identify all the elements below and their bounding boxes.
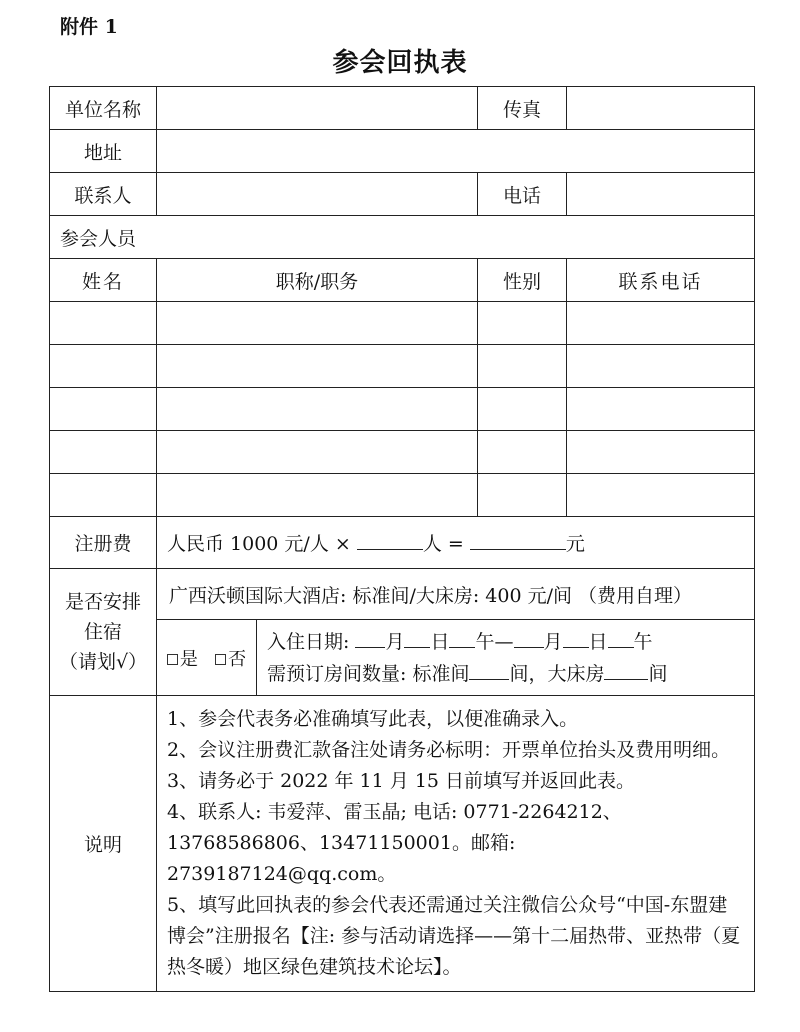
checkout-day-blank[interactable] (563, 631, 589, 648)
fee-label: 注册费 (50, 517, 157, 569)
notes-label: 说明 (50, 696, 157, 992)
checkin-line: 入住日期: 月 日 午— 月 日 午 (267, 630, 653, 653)
fee-people-blank[interactable] (357, 533, 423, 550)
checkin-noon-blank[interactable] (449, 631, 475, 648)
attendee-phone-cell[interactable] (567, 388, 755, 431)
attendee-gender-cell[interactable] (478, 474, 567, 517)
attendee-gender-cell[interactable] (478, 302, 567, 345)
lodging-label-line1: 是否安排 (64, 591, 141, 613)
notes-content (157, 696, 755, 992)
yes-option[interactable]: 是 (167, 649, 198, 670)
lodging-choice (157, 620, 257, 696)
fax-field[interactable] (567, 87, 755, 130)
attendee-title-cell[interactable] (157, 431, 478, 474)
attendee-row (50, 474, 755, 517)
contact-label: 联系人 (50, 173, 157, 216)
fax-label: 传真 (478, 87, 567, 130)
checkin-label: 入住日期: (267, 630, 350, 653)
note-item: 3、请务必于 2022 年 11 月 15 日前填写并返回此表。 (167, 770, 636, 792)
fee-total-blank[interactable] (470, 533, 566, 550)
receipt-form-table (49, 86, 755, 992)
unit-name-field[interactable] (157, 87, 478, 130)
contact-field[interactable] (157, 173, 478, 216)
lodging-label-line2: 住宿 (83, 621, 122, 643)
attendee-name-cell[interactable] (50, 302, 157, 345)
yes-checkbox[interactable] (167, 654, 178, 665)
attendee-row (50, 345, 755, 388)
attachment-label: 附件 1 (60, 16, 118, 38)
attendee-row (50, 388, 755, 431)
stay-details (257, 620, 755, 696)
fee-mid: 人 = (422, 533, 464, 555)
fee-suffix: 元 (565, 533, 585, 555)
checkin-month-blank[interactable] (355, 631, 385, 648)
note-item: 1、参会代表务必准确填写此表，以便准确录入。 (167, 708, 579, 730)
attendee-name-cell[interactable] (50, 431, 157, 474)
standard-rooms-blank[interactable] (469, 663, 509, 680)
checkin-day-blank[interactable] (404, 631, 430, 648)
rooms-line: 需预订房间数量: 标准间 间，大床房 间 (267, 662, 668, 685)
rooms-label: 需预订房间数量: 标准间 (267, 662, 470, 685)
note-item: 4、联系人: 韦爱萍、雷玉晶; 电话: 0771-2264212、13768586806、13471150001。邮箱: 2739187124@qq.com。 (167, 801, 622, 885)
hotel-info: 广西沃顿国际大酒店: 标准间/大床房: 400 元/间 （费用自理） (157, 569, 755, 620)
attendee-title-cell[interactable] (157, 388, 478, 431)
king-rooms-blank[interactable] (604, 663, 648, 680)
attendee-row (50, 431, 755, 474)
attendee-row (50, 302, 755, 345)
unit-row (50, 87, 755, 130)
contact-row (50, 173, 755, 216)
address-label: 地址 (50, 130, 157, 173)
attendee-gender-cell[interactable] (478, 345, 567, 388)
checkout-month-blank[interactable] (514, 631, 544, 648)
attendee-title-cell[interactable] (157, 345, 478, 388)
attendees-label: 参会人员 (50, 216, 755, 259)
fee-row (50, 517, 755, 569)
col-title-header: 职称/职务 (157, 259, 478, 302)
no-option[interactable]: 否 (215, 649, 246, 670)
note-item: 5、填写此回执表的参会代表还需通过关注微信公众号“中国-东盟建博会”注册报名【注: 参与活动请选择——第十二届热带、亚热带（夏热冬暖）地区绿色建筑技术论坛】。 (167, 894, 741, 978)
lodging-label (50, 569, 157, 696)
attendee-columns-row (50, 259, 755, 302)
attendee-phone-cell[interactable] (567, 302, 755, 345)
col-name-header: 姓名 (50, 259, 157, 302)
attendees-header-row (50, 216, 755, 259)
checkout-noon-blank[interactable] (608, 631, 634, 648)
phone-field[interactable] (567, 173, 755, 216)
lodging-label-line3: （请划√） (58, 651, 148, 673)
attendee-gender-cell[interactable] (478, 388, 567, 431)
note-item: 2、会议注册费汇款备注处请务必标明：开票单位抬头及费用明细。 (167, 739, 731, 761)
fee-content (157, 517, 755, 569)
notes-row (50, 696, 755, 992)
lodging-hotel-row (50, 569, 755, 620)
attendee-title-cell[interactable] (157, 302, 478, 345)
attendee-name-cell[interactable] (50, 474, 157, 517)
col-phone-header: 联系电话 (567, 259, 755, 302)
address-field[interactable] (157, 130, 755, 173)
address-row (50, 130, 755, 173)
attendee-title-cell[interactable] (157, 474, 478, 517)
attendee-phone-cell[interactable] (567, 431, 755, 474)
attendee-name-cell[interactable] (50, 345, 157, 388)
attendee-phone-cell[interactable] (567, 345, 755, 388)
fee-prefix: 人民币 1000 元/人 × (167, 533, 351, 555)
col-gender-header: 性别 (478, 259, 567, 302)
form-title: 参会回执表 (332, 48, 468, 78)
attendee-phone-cell[interactable] (567, 474, 755, 517)
attendee-name-cell[interactable] (50, 388, 157, 431)
no-checkbox[interactable] (215, 654, 226, 665)
unit-name-label: 单位名称 (50, 87, 157, 130)
phone-label: 电话 (478, 173, 567, 216)
attendee-gender-cell[interactable] (478, 431, 567, 474)
